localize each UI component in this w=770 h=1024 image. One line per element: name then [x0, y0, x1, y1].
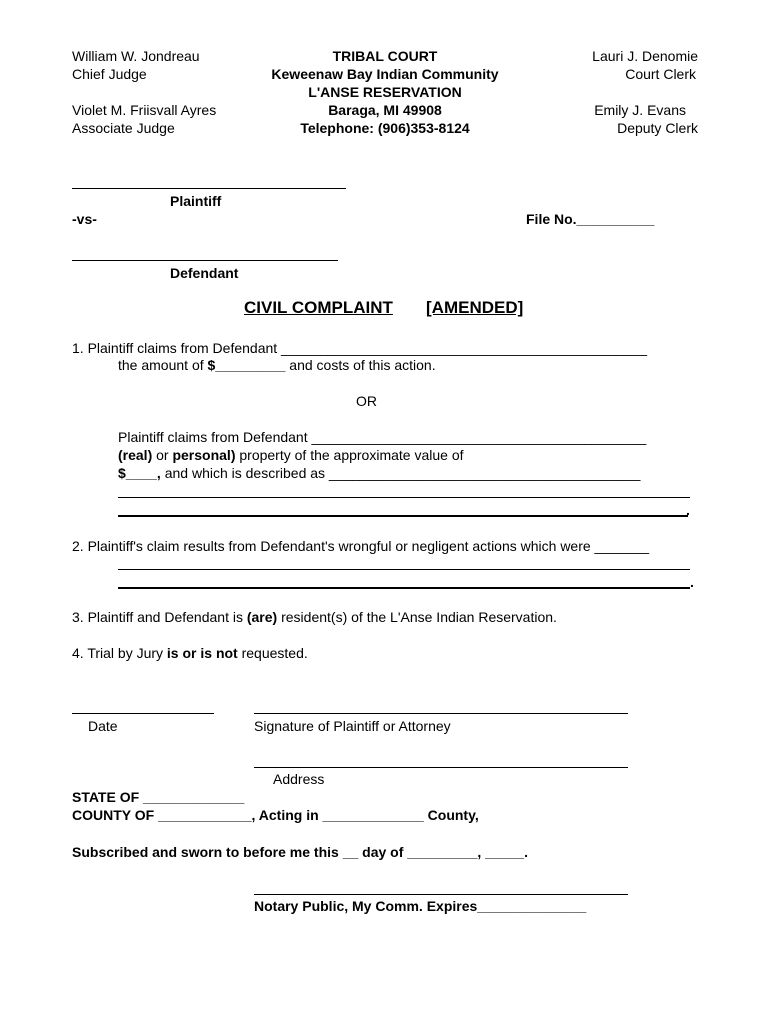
associate-judge-name: Violet M. Friisvall Ayres — [72, 102, 217, 118]
value-field[interactable]: $____, — [118, 465, 161, 481]
chief-judge-name: William W. Jondreau — [72, 48, 200, 64]
address-line[interactable] — [254, 767, 628, 768]
actions-line-1[interactable] — [118, 569, 690, 570]
court-clerk-title: Court Clerk — [625, 66, 696, 82]
amount-field[interactable]: $_________ — [207, 357, 286, 373]
item-3-text-a: 3. Plaintiff and Defendant is — [72, 609, 247, 625]
amount-label: the amount of — [118, 357, 208, 373]
county-field[interactable]: COUNTY OF ____________, Acting in _____________ County, — [72, 807, 479, 823]
document-title: CIVIL COMPLAINT — [244, 298, 393, 317]
costs-text: and costs of this action. — [285, 357, 436, 373]
item-1-line-2 — [118, 356, 436, 374]
date-line[interactable] — [72, 713, 214, 714]
notary-public-label[interactable]: Notary Public, My Comm. Expires______________ — [254, 898, 587, 914]
item-4 — [72, 644, 308, 662]
subscribed-sworn-text[interactable]: Subscribed and sworn to before me this __ day of _________, _____. — [72, 844, 528, 860]
associate-judge-title: Associate Judge — [72, 120, 175, 136]
personal-option: personal) — [172, 447, 236, 463]
item-1-line-1: 1. Plaintiff claims from Defendant _______________________________________________ — [72, 340, 648, 356]
description-line-2[interactable] — [118, 515, 688, 517]
defendant-name-line[interactable] — [72, 260, 338, 261]
description-line-1[interactable] — [118, 497, 690, 498]
item-3 — [72, 608, 557, 626]
signature-label: Signature of Plaintiff or Attorney — [254, 718, 451, 734]
item-4-text-a: 4. Trial by Jury — [72, 645, 167, 661]
item-1b-line-2 — [118, 446, 464, 464]
item-1b-line-3 — [118, 464, 640, 482]
versus-label: -vs- — [72, 211, 97, 227]
date-label: Date — [88, 718, 118, 734]
chief-judge-title: Chief Judge — [72, 66, 147, 82]
court-address: Baraga, MI 49908 — [328, 102, 442, 118]
real-option: (real) — [118, 447, 153, 463]
court-block — [230, 47, 540, 137]
defendant-label: Defendant — [170, 265, 239, 281]
or-text: or — [152, 447, 173, 463]
item-3-text-c: resident(s) of the L'Anse Indian Reservation. — [277, 609, 557, 625]
item-3-are: (are) — [246, 609, 278, 625]
clerks-block — [498, 47, 698, 137]
description-end-dot: . — [686, 502, 690, 518]
plaintiff-label: Plaintiff — [170, 193, 222, 209]
court-clerk-name: Lauri J. Denomie — [592, 48, 698, 64]
plaintiff-name-line[interactable] — [72, 188, 346, 189]
court-telephone: Telephone: (906)353-8124 — [300, 120, 470, 136]
court-name: TRIBAL COURT — [332, 48, 438, 64]
community-name: Keweenaw Bay Indian Community — [271, 66, 499, 82]
actions-end-dot: . — [690, 574, 694, 590]
address-label: Address — [273, 771, 325, 787]
deputy-clerk-title: Deputy Clerk — [617, 120, 698, 136]
deputy-clerk-name: Emily J. Evans — [594, 102, 686, 118]
state-of-field[interactable]: STATE OF _____________ — [72, 789, 245, 805]
signature-line[interactable] — [254, 713, 628, 714]
item-2-line-1: 2. Plaintiff's claim results from Defendant's wrongful or negligent actions which were _______ — [72, 538, 650, 554]
or-label: OR — [356, 393, 377, 409]
reservation-name: L'ANSE RESERVATION — [308, 84, 462, 100]
item-4-text-c: requested. — [237, 645, 308, 661]
file-number-field[interactable]: File No.__________ — [526, 211, 655, 227]
item-1b-line-1: Plaintiff claims from Defendant ___________________________________________ — [118, 429, 647, 445]
actions-line-2[interactable] — [118, 587, 690, 589]
described-as-text: and which is described as ________________________________________ — [160, 465, 641, 481]
item-4-option: is or is not — [166, 645, 238, 661]
property-text: property of the approximate value of — [235, 447, 464, 463]
amended-label: [AMENDED] — [426, 298, 524, 317]
notary-signature-line[interactable] — [254, 894, 628, 895]
